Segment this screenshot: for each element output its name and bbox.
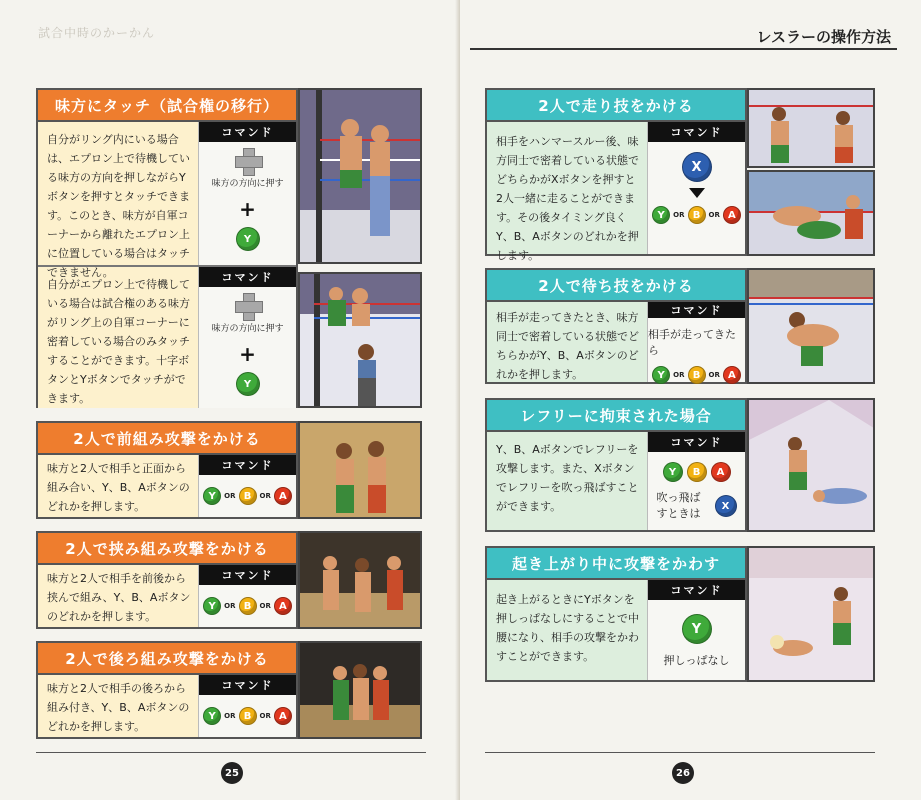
y-button-icon: Y — [652, 366, 670, 384]
command-panel — [647, 432, 745, 530]
button-group — [652, 206, 741, 224]
page-header-title: レスラーの操作方法 — [756, 28, 891, 46]
card-description: 自分がリング内にいる場合は、エプロン上で待機している味方の方向を押しながらYボタンを押すとタッチできます。このとき、味方が自軍コーナーから離れたエプロン上に位置している場合はタッチできません。 — [47, 133, 190, 279]
game-screenshot — [298, 88, 422, 264]
command-panel — [647, 580, 745, 680]
card-row — [487, 580, 745, 680]
card-dodge-while-rising — [485, 546, 747, 682]
command-panel — [198, 565, 296, 627]
command-text: 相手が走ってきたら — [648, 328, 736, 357]
card-double-front-grapple — [36, 421, 298, 519]
command-panel — [647, 122, 745, 254]
card-body — [38, 122, 296, 408]
plus-icon: + — [239, 197, 256, 221]
b-button-icon: B — [239, 487, 257, 505]
game-screenshot — [747, 546, 875, 682]
command-text: 吹っ飛ばすときは — [656, 491, 701, 520]
or-label: OR — [673, 371, 685, 379]
x-button-icon: X — [715, 495, 737, 517]
card-row — [38, 455, 296, 517]
game-screenshot — [747, 88, 875, 168]
card-description: 味方と2人で相手の後ろから組み付き、Y、B、Aボタンのどれかを押します。 — [47, 682, 190, 733]
arrow-down-icon — [689, 188, 705, 198]
command-header: コマンド — [199, 455, 296, 475]
or-label: OR — [224, 712, 236, 720]
card-row — [487, 122, 745, 262]
b-button-icon: B — [687, 462, 707, 482]
a-button-icon: A — [274, 707, 292, 725]
card-row — [38, 675, 296, 737]
card-title: 起き上がり中に攻撃をかわす — [487, 548, 745, 580]
x-button-icon: X — [682, 152, 712, 182]
card-description: 味方と2人で相手と正面から組み合い、Y、B、Aボタンのどれかを押します。 — [47, 462, 190, 513]
footer-rule — [485, 752, 875, 753]
card-title: 2人で前組み攻撃をかける — [38, 423, 296, 455]
y-button-icon: Y — [652, 206, 670, 224]
dpad-icon — [235, 148, 261, 174]
command-header: コマンド — [648, 432, 745, 452]
card-description: Y、B、Aボタンでレフリーを攻撃します。また、Xボタンでレフリーを吹っ飛ばすことができます。 — [496, 443, 639, 513]
or-label: OR — [259, 712, 271, 720]
card-referee-restraint — [485, 398, 747, 532]
command-panel — [198, 267, 296, 408]
card-body — [487, 432, 745, 530]
or-label: OR — [673, 211, 685, 219]
command-panel — [647, 302, 745, 382]
command-header: コマンド — [199, 267, 296, 287]
or-label: OR — [259, 492, 271, 500]
card-row — [38, 122, 296, 279]
command-header: コマンド — [199, 122, 296, 142]
y-button-icon: Y — [203, 597, 221, 615]
page-number: 26 — [672, 762, 694, 784]
or-label: OR — [708, 211, 720, 219]
card-body — [38, 565, 296, 627]
command-header: コマンド — [199, 675, 296, 695]
card-title: 2人で待ち技をかける — [487, 270, 745, 302]
left-page — [0, 0, 459, 800]
or-label: OR — [259, 602, 271, 610]
plus-icon: + — [239, 342, 256, 366]
card-body — [487, 302, 745, 382]
game-screenshot — [298, 421, 422, 519]
a-button-icon: A — [274, 597, 292, 615]
y-button-icon: Y — [236, 227, 260, 251]
card-description: 自分がエプロン上で待機している場合は試合権のある味方がリング上の自軍コーナーに密着している場合のみタッチすることができます。十字ボタンとYボタンでタッチができます。 — [47, 278, 190, 405]
card-double-sandwich-grapple — [36, 531, 298, 629]
card-double-counter-attack — [485, 268, 747, 384]
command-label: 味方の方向に押す — [211, 179, 284, 189]
card-title: レフリーに拘束された場合 — [487, 400, 745, 432]
game-screenshot — [298, 531, 422, 629]
command-label: 味方の方向に押す — [211, 324, 284, 334]
b-button-icon: B — [239, 597, 257, 615]
card-description: 相手をハンマースルー後、味方同士で密着している状態でどちらかがXボタンを押すと2人一緒に走ることができます。その後タイミング良くY、B、Aボタンのどれかを押します。 — [496, 135, 639, 262]
card-title: 2人で走り技をかける — [487, 90, 745, 122]
button-group — [203, 597, 292, 615]
command-header: コマンド — [648, 122, 745, 142]
button-group — [203, 707, 292, 725]
y-button-icon: Y — [682, 614, 712, 644]
card-body — [487, 122, 745, 262]
game-screenshot — [298, 641, 422, 739]
card-row — [38, 565, 296, 627]
card-double-rear-grapple — [36, 641, 298, 739]
card-description: 起き上がるときにYボタンを押しっぱなしにすることで中腰になり、相手の攻撃をかわすことができます。 — [496, 593, 639, 663]
a-button-icon: A — [723, 366, 741, 384]
y-button-icon: Y — [236, 372, 260, 396]
command-panel — [198, 455, 296, 517]
or-label: OR — [224, 602, 236, 610]
y-button-icon: Y — [203, 487, 221, 505]
card-tag-partner — [36, 88, 298, 408]
command-text: 押しっぱなし — [663, 654, 730, 667]
card-double-running-attack — [485, 88, 747, 262]
game-screenshot — [747, 398, 875, 532]
card-title: 味方にタッチ（試合権の移行） — [38, 90, 296, 122]
or-label: OR — [224, 492, 236, 500]
extra-command — [657, 490, 737, 522]
dpad-icon — [235, 293, 261, 319]
card-row — [487, 302, 745, 382]
b-button-icon: B — [239, 707, 257, 725]
card-description: 相手が走ってきたとき、味方同士で密着している状態でどちらかがY、B、Aボタンのどれかを押します。 — [496, 311, 639, 381]
card-body — [38, 675, 296, 737]
command-header: コマンド — [648, 580, 745, 600]
command-header: コマンド — [648, 302, 745, 318]
a-button-icon: A — [723, 206, 741, 224]
card-row — [38, 265, 296, 408]
a-button-icon: A — [711, 462, 731, 482]
a-button-icon: A — [274, 487, 292, 505]
card-body — [487, 580, 745, 680]
card-row — [487, 432, 745, 530]
card-title: 2人で挟み組み攻撃をかける — [38, 533, 296, 565]
card-body — [38, 455, 296, 517]
footer-rule — [36, 752, 426, 753]
b-button-icon: B — [688, 206, 706, 224]
button-group — [203, 487, 292, 505]
button-group — [652, 366, 741, 384]
command-panel — [198, 675, 296, 737]
card-title: 2人で後ろ組み攻撃をかける — [38, 643, 296, 675]
game-screenshot — [298, 272, 422, 408]
game-screenshot — [747, 170, 875, 256]
or-label: OR — [708, 371, 720, 379]
game-screenshot — [747, 268, 875, 384]
header-rule — [470, 48, 897, 50]
card-description: 味方と2人で相手を前後から挟んで組み、Y、B、Aボタンのどれかを押します。 — [47, 572, 191, 623]
y-button-icon: Y — [203, 707, 221, 725]
b-button-icon: B — [688, 366, 706, 384]
page-number: 25 — [221, 762, 243, 784]
y-button-icon: Y — [663, 462, 683, 482]
faint-page-header: 試合中時のかーかん — [38, 26, 156, 40]
command-header: コマンド — [199, 565, 296, 585]
button-group — [663, 462, 731, 482]
command-panel — [198, 122, 296, 265]
